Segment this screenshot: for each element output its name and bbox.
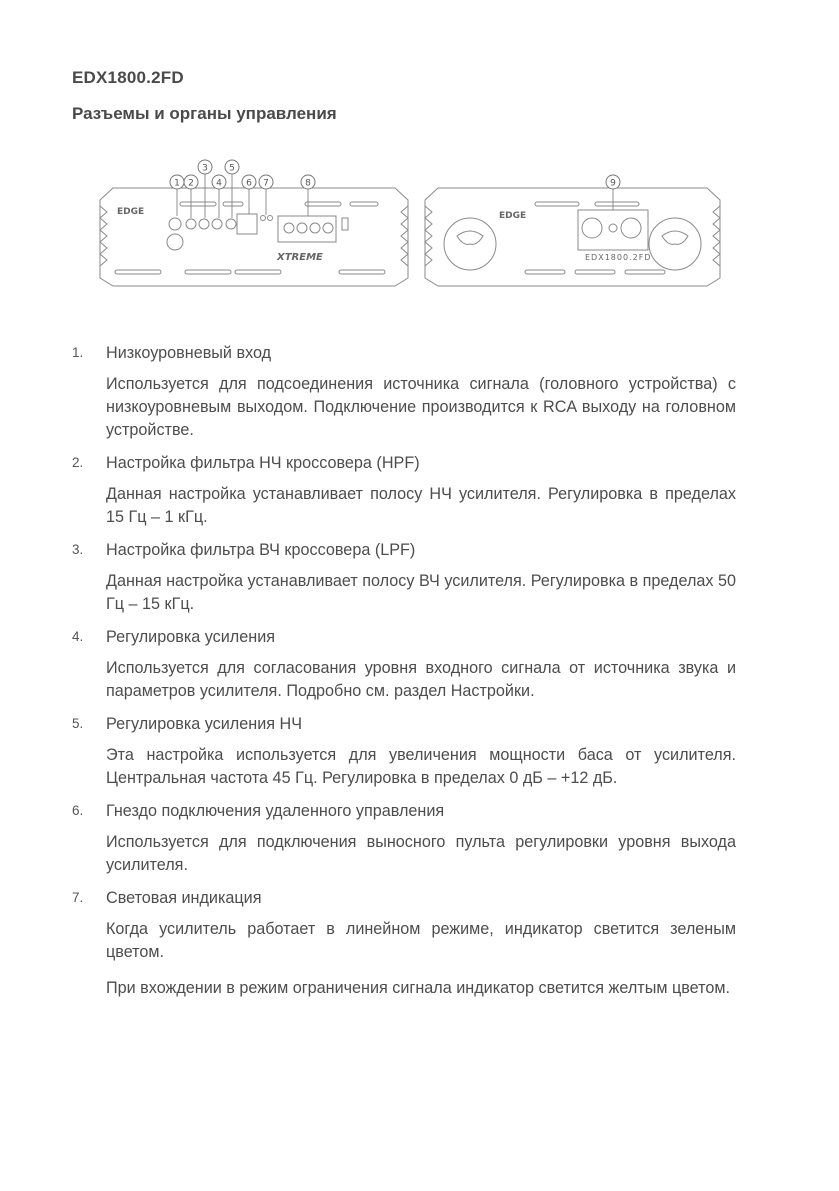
item-number: 4.: [72, 629, 84, 644]
callout-2: 2: [188, 178, 194, 189]
item-description: Используется для согласования уровня входного сигнала от источника звука и параметров усилителя. Подробно см. раздел Настройки.: [106, 659, 736, 700]
item-description: Данная настройка устанавливает полосу НЧ усилителя. Регулировка в пределах 15 Гц – 1 кГц.: [106, 485, 736, 526]
model-label: EDX1800.2FD: [585, 253, 652, 262]
brand-logo-left: EDGE: [117, 207, 145, 217]
list-item: [72, 341, 736, 442]
callout-8: 8: [305, 178, 311, 189]
item-title: Регулировка усиления НЧ: [106, 715, 302, 733]
callout-4: 4: [216, 178, 222, 189]
item-title: Световая индикация: [106, 889, 262, 907]
item-title: Гнездо подключения удаленного управления: [106, 802, 445, 820]
item-description: Используется для подключения выносного пульта регулировки уровня выхода усилителя.: [106, 833, 736, 874]
brand-logo-right: EDGE: [499, 211, 527, 221]
item-number: 1.: [72, 345, 84, 360]
callout-9: 9: [610, 178, 616, 189]
item-number: 2.: [72, 455, 84, 470]
item-description: При вхождении в режим ограничения сигнала индикатор светится желтым цветом.: [106, 979, 730, 997]
item-title: Регулировка усиления: [106, 628, 276, 646]
callout-3: 3: [202, 163, 208, 174]
item-title: Настройка фильтра ВЧ кроссовера (LPF): [106, 541, 416, 559]
controls-list: [72, 341, 736, 1009]
callout-1: 1: [174, 178, 180, 189]
list-item: [72, 712, 736, 790]
list-item: [72, 625, 736, 703]
list-item: [72, 799, 736, 877]
section-heading: Разъемы и органы управления: [72, 104, 337, 123]
item-description: Когда усилитель работает в линейном режиме, индикатор светится зеленым цветом.: [106, 920, 736, 961]
callout-7: 7: [263, 178, 269, 189]
list-item: [72, 886, 736, 1000]
callout-5: 5: [229, 163, 235, 174]
callout-6: 6: [246, 178, 252, 189]
amplifier-panel-diagram: [95, 158, 725, 288]
item-title: Настройка фильтра НЧ кроссовера (HPF): [106, 454, 420, 472]
item-number: 5.: [72, 716, 84, 731]
page-title: EDX1800.2FD: [72, 68, 184, 87]
item-number: 6.: [72, 803, 84, 818]
item-description: Используется для подсоединения источника сигнала (головного устройства) с низкоуровневым выходом. Подключение производится к RCA выходу на головном устройстве.: [106, 375, 736, 439]
item-number: 7.: [72, 890, 84, 905]
item-description: Эта настройка используется для увеличения мощности баса от усилителя. Центральная частота 45 Гц. Регулировка в пределах 0 дБ – +12 дБ.: [106, 746, 736, 787]
item-number: 3.: [72, 542, 84, 557]
list-item: [72, 538, 736, 616]
item-title: Низкоуровневый вход: [106, 344, 272, 362]
series-logo-left: XTREME: [277, 252, 323, 263]
list-item: [72, 451, 736, 529]
item-description: Данная настройка устанавливает полосу ВЧ усилителя. Регулировка в пределах 50 Гц – 15 кГц.: [106, 572, 736, 613]
